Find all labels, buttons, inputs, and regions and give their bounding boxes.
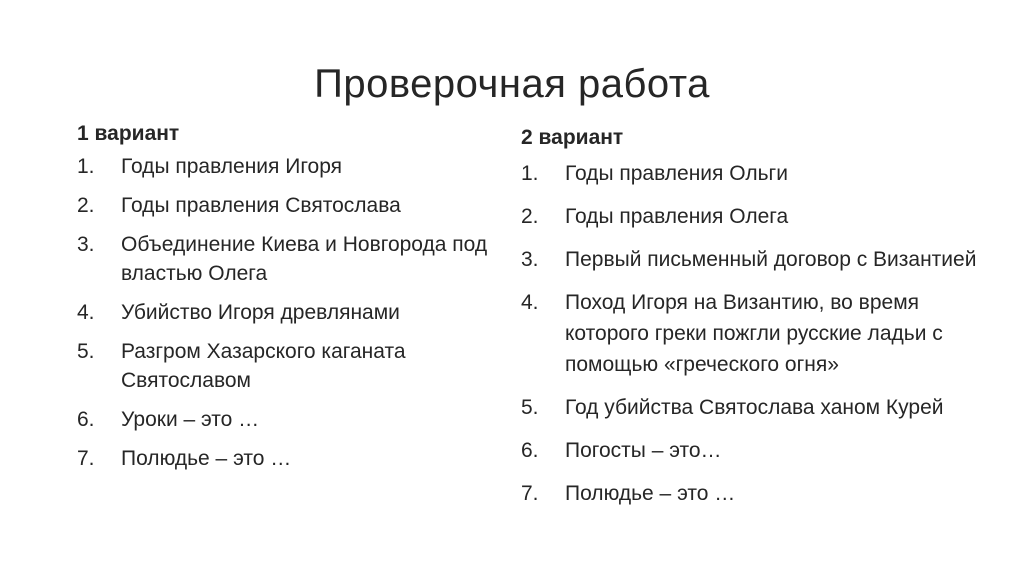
item-number: 3.: [77, 233, 95, 256]
list-item: [521, 201, 991, 232]
item-text: Уроки – это …: [121, 408, 260, 431]
item-number: 3.: [521, 248, 539, 271]
variant-2-column: [521, 125, 991, 521]
list-item: [521, 478, 991, 509]
item-text: Поход Игоря на Византию, во время которого греки пожгли русские ладьи с помощью «греческого огня»: [565, 291, 943, 376]
item-number: 5.: [521, 396, 539, 419]
list-item: [77, 298, 517, 327]
item-text: Годы правления Ольги: [565, 162, 788, 185]
list-item: [77, 337, 517, 395]
item-number: 1.: [521, 162, 539, 185]
item-text: Полюдье – это …: [565, 482, 736, 505]
list-item: [77, 444, 517, 473]
list-item: [521, 435, 991, 466]
item-text: Разгром Хазарского каганата Святославом: [121, 340, 406, 392]
item-number: 1.: [77, 155, 95, 178]
item-number: 6.: [521, 439, 539, 462]
item-number: 2.: [77, 194, 95, 217]
item-number: 5.: [77, 340, 95, 363]
item-text: Годы правления Святослава: [121, 194, 401, 217]
list-item: [77, 191, 517, 220]
list-item: [77, 405, 517, 434]
item-text: Первый письменный договор с Византией: [565, 248, 977, 271]
item-number: 6.: [77, 408, 95, 431]
list-item: [77, 230, 517, 288]
variant-1-heading: 1 вариант: [77, 122, 180, 145]
variant-1-column: [77, 121, 517, 483]
list-item: [521, 244, 991, 275]
list-item: [521, 287, 991, 380]
list-item: [521, 392, 991, 423]
item-text: Погосты – это…: [565, 439, 722, 462]
item-number: 4.: [521, 291, 539, 314]
list-item: [77, 152, 517, 181]
item-text: Год убийства Святослава ханом Курей: [565, 396, 944, 419]
item-text: Объединение Киева и Новгорода под властью Олега: [121, 233, 488, 285]
item-text: Убийство Игоря древлянами: [121, 301, 400, 324]
variant-2-heading: 2 вариант: [521, 126, 624, 149]
page-title: Проверочная работа: [314, 62, 710, 106]
variant-2-list: [521, 158, 991, 509]
item-number: 7.: [521, 482, 539, 505]
item-number: 2.: [521, 205, 539, 228]
variant-1-list: [77, 152, 517, 473]
item-number: 7.: [77, 447, 95, 470]
list-item: [521, 158, 991, 189]
item-text: Годы правления Игоря: [121, 155, 343, 178]
item-text: Полюдье – это …: [121, 447, 292, 470]
item-text: Годы правления Олега: [565, 205, 789, 228]
item-number: 4.: [77, 301, 95, 324]
